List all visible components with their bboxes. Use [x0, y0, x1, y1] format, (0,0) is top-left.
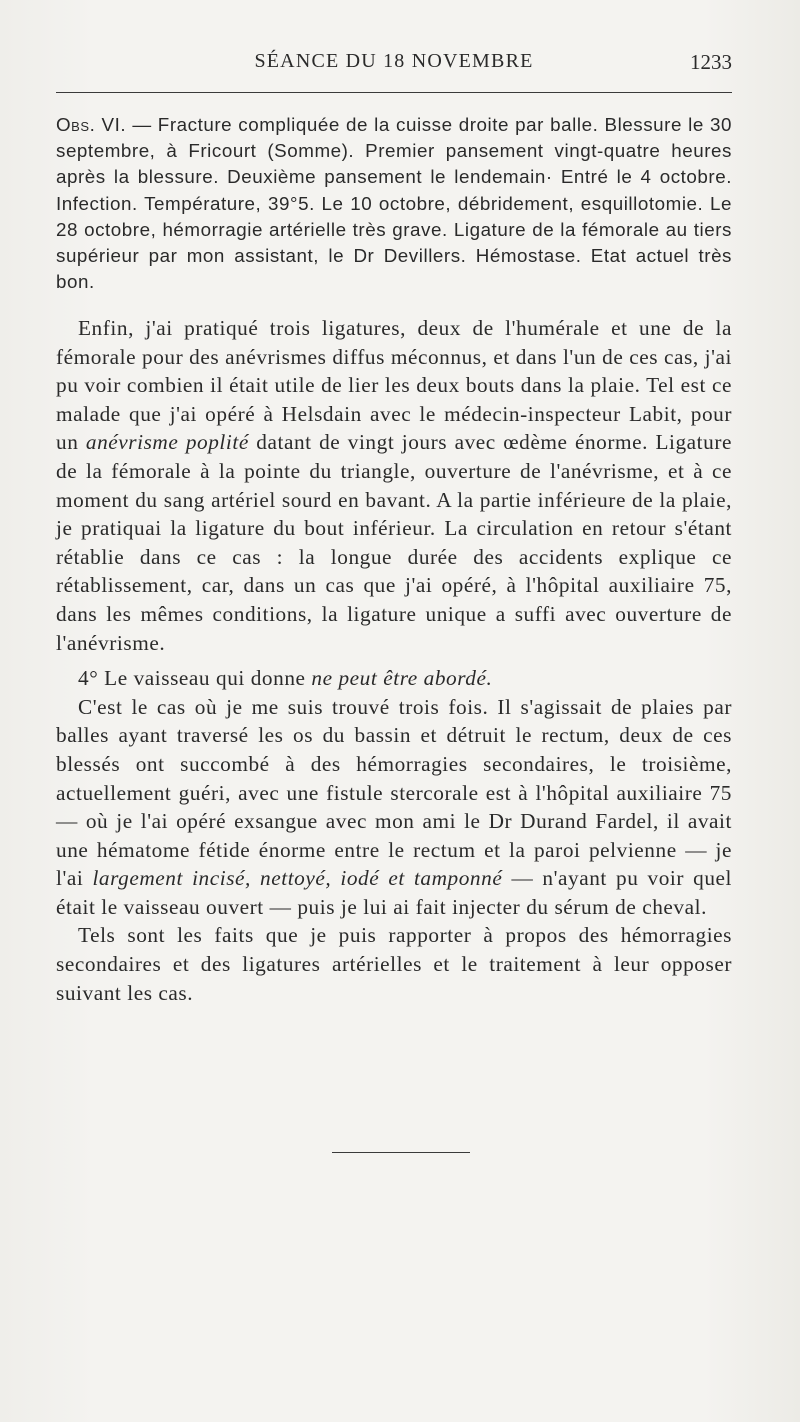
end-rule: [332, 1152, 470, 1153]
running-head: [56, 50, 732, 80]
paragraph-aneurysm-italic: anévrisme poplité: [85, 430, 249, 455]
paragraph-pelvic-cases: [56, 693, 732, 922]
page-number: 1233: [690, 50, 732, 74]
paragraph-pelvic-part-2: — n'ayant pu voir quel était le vaisseau ouvert — puis je lui ai fait injecter du sérum de cheval.: [56, 866, 732, 919]
paragraph-aneurysm: [56, 314, 732, 657]
header-rule: [56, 92, 732, 93]
main-text: [56, 314, 732, 1007]
observation-label: Obs. VI.: [56, 114, 127, 135]
paragraph-pelvic-italic: largement incisé, nettoyé, iodé et tamponné: [92, 866, 503, 891]
observation-block: [56, 112, 732, 295]
section-4-heading: 4° Le vaisseau qui donne: [78, 666, 312, 691]
section-4-italic: ne peut être abordé.: [311, 666, 493, 691]
observation-text: — Fracture compliquée de la cuisse droite par balle. Blessure le 30 septembre, à Fricourt (Somme). Premier pansement vingt-quatre heures après la blessure. Deuxième pansement le lendemain· Entré le 4 octobre. Infection. Température, 39°5. Le 10 octobre, débridement, esquillotomie. Le 28 octobre, hémorragie artérielle très grave. Ligature de la fémorale au tiers supérieur par mon assistant, le Dr Devillers. Hémostase. Etat actuel très bon.: [56, 114, 733, 293]
paragraph-section-4: [56, 664, 732, 693]
paragraph-conclusion: Tels sont les faits que je puis rapporter à propos des hémorragies secondaires et des ligatures artérielles et le traitement à leur opposer suivant les cas.: [56, 923, 732, 1005]
running-title: SÉANCE DU 18 NOVEMBRE: [254, 50, 534, 72]
paragraph-aneurysm-part-1: Enfin, j'ai pratiqué trois ligatures, deux de l'humérale et une de la fémorale pour des anévrismes diffus méconnus, et dans l'un de ces cas, j'ai pu voir combien il était utile de lier les deux bouts dans la plaie. Tel est ce malade que j'ai opéré à Helsdain avec le médecin-inspecteur Labit, pour un: [56, 316, 732, 455]
paragraph-pelvic-part-1: C'est le cas où je me suis trouvé trois fois. Il s'agissait de plaies par balles ayant traversé les os du bassin et détruit le rectum, deux de ces blessés ont succombé à des hémorragies secondaires, le troisième, actuellement guéri, avec une fistule stercorale est à l'hôpital auxiliaire 75 — où je l'ai opéré exsangue avec mon ami le Dr Durand Fardel, il avait une hématome fétide énorme entre le rectum et la paroi pelvienne — je l'ai: [56, 694, 732, 891]
paragraph-aneurysm-part-2: datant de vingt jours avec œdème énorme. Ligature de la fémorale à la pointe du triangle, ouverture de l'anévrisme, et à ce moment du sang artériel sourd en bavant. A la partie inférieure de la plaie, je pratiquai la ligature du bout inférieur. La circulation en retour s'étant rétablie dans ce cas : la longue durée des accidents explique ce rétablissement, car, dans un cas que j'ai opéré, à l'hôpital auxiliaire 75, dans les mêmes conditions, la ligature unique a suffi avec ouverture de l'anévrisme.: [56, 430, 732, 655]
